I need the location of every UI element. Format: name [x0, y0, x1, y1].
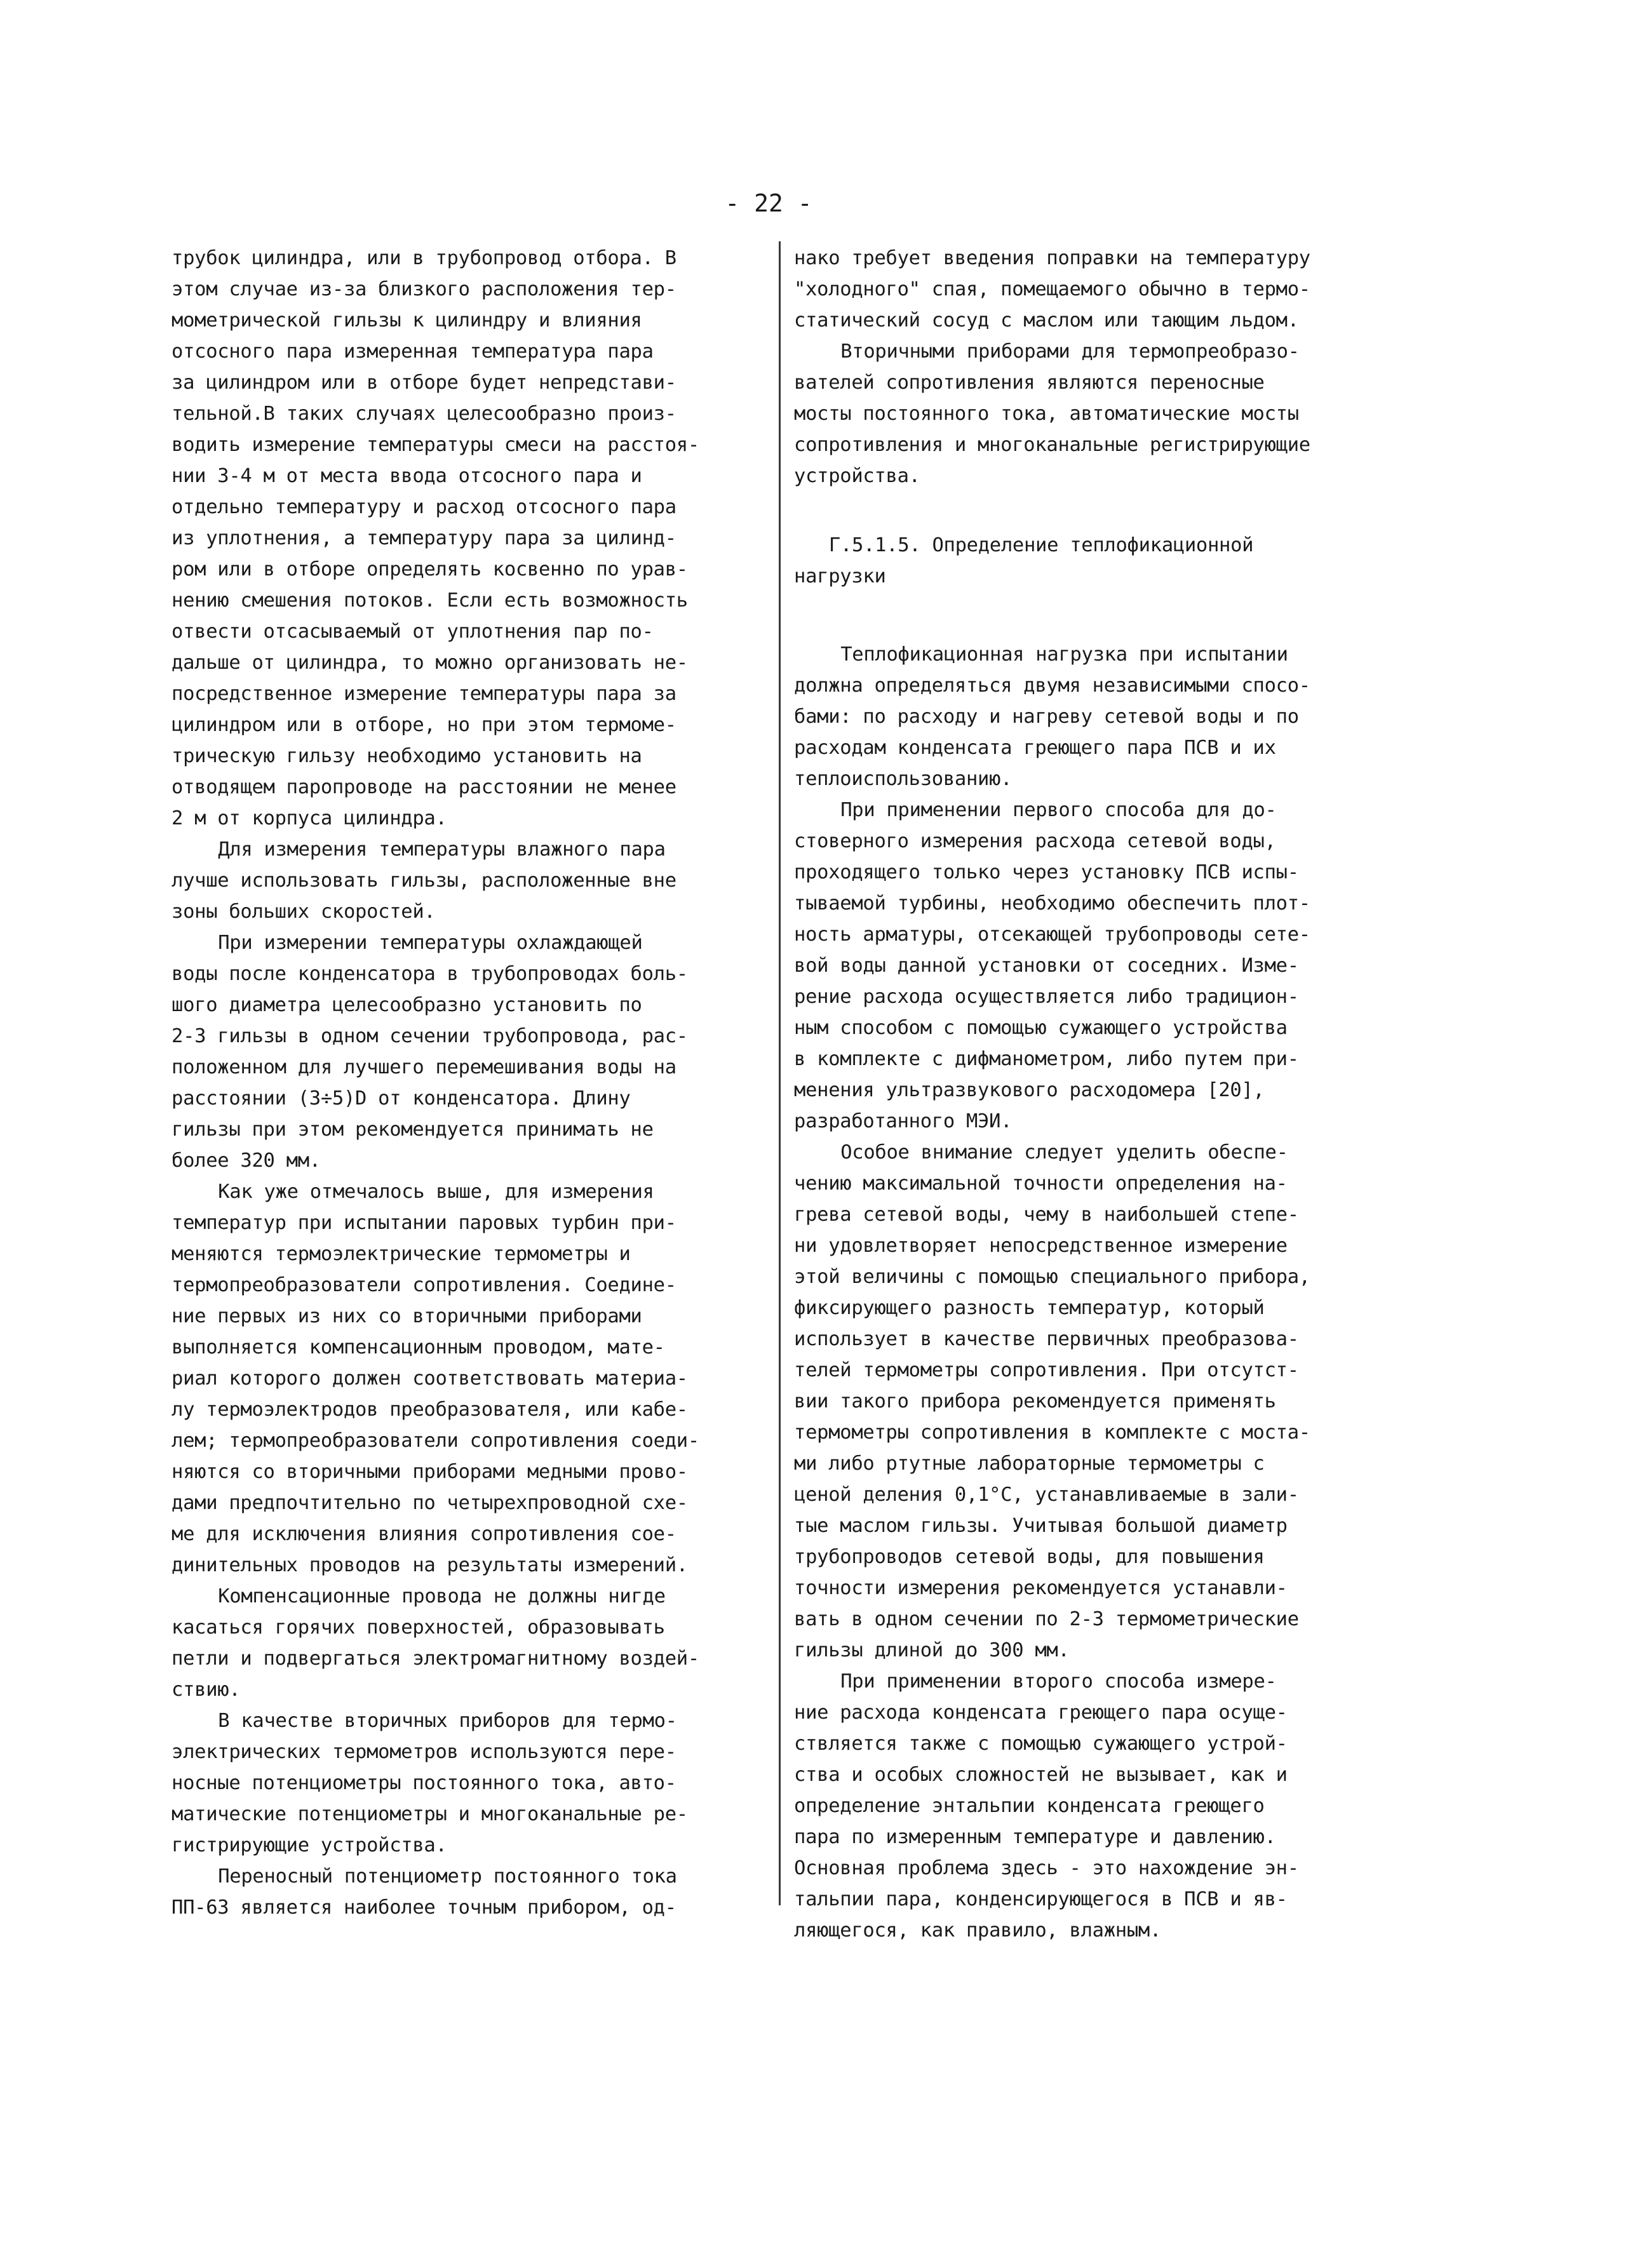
- left-column: [172, 243, 756, 1923]
- page-number: - 22 -: [725, 189, 812, 217]
- paragraph: При измерении температуры охлаждающей воды после конденсатора в трубопроводах боль- шого диаметра целесообразно установить по 2-3 гильзы в одном сечении трубопровода, рас- положенном для лучшего перемешивания воды на расстоянии (3÷5)D от конденсатора. Длину гильзы при этом рекомендуется принимать не более 320 мм.: [172, 932, 688, 1172]
- paragraph: При применении второго способа измере- ние расхода конденсата греющего пара осуще- ствляется также с помощью сужающего устрой- ства и особых сложностей не вызывает, как и определение энтальпии конденсата греющего пара по измеренным температуре и давлению. Основная проблема здесь - это нахождение эн- тальпии пара, конденсирующегося в ПСВ и яв- ляющегося, как правило, влажным.: [794, 1670, 1299, 1942]
- paragraph: нако требует введения поправки на температуру "холодного" спая, помещаемого обычно в термо- статический сосуд с маслом или тающим льдом.: [794, 247, 1310, 332]
- paragraph: Теплофикационная нагрузка при испытании должна определяться двумя независимыми спосо- бами: по расходу и нагреву сетевой воды и по расходам конденсата греющего пара ПСВ и их теплоиспользованию.: [794, 643, 1310, 790]
- paragraph: При применении первого способа для до- стоверного измерения расхода сетевой воды, проходящего только через установку ПСВ испы- тываемой турбины, необходимо обеспечить плот- ность арматуры, отсекающей трубопроводы сете- вой воды данной установки от соседних. Изме- рение расхода осуществляется либо традицион- ным способом с помощью сужающего устройства в комплекте с дифманометром, либо путем при- менения ультразвукового расходомера [20], разработанного МЭИ.: [794, 799, 1310, 1132]
- section-heading: Г.5.1.5. Определение теплофикационной нагрузки: [794, 534, 1254, 587]
- paragraph: Переносный потенциометр постоянного тока ПП-63 является наиболее точным прибором, од-: [172, 1865, 677, 1919]
- right-column: [794, 243, 1378, 1946]
- paragraph: В качестве вторичных приборов для термо- электрических термометров используются пере- носные потенциометры постоянного тока, авто- матические потенциометры и многоканальные ре- гистрирующие устройства.: [172, 1710, 688, 1856]
- paragraph: Как уже отмечалось выше, для измерения температур при испытании паровых турбин при- меняются термоэлектрические термометры и термопреобразователи сопротивления. Соедине- ние первых из них со вторичными приборами выполняется компенсационным проводом, мате- риал которого должен соответствовать материа- лу термоэлектродов преобразователя, или кабе- лем; термопреобразователи сопротивления соеди- няются со вторичными приборами медными прово- дами предпочтительно по четырехпроводной схе- ме для исключения влияния сопротивления сое- динительных проводов на результаты измерений.: [172, 1181, 699, 1576]
- column-divider: [779, 241, 781, 1905]
- paragraph: Для измерения температуры влажного пара лучше использовать гильзы, расположенные вне зоны больших скоростей.: [172, 838, 676, 923]
- paragraph: Особое внимание следует уделить обеспе- чению максимальной точности определения на- грева сетевой воды, чему в наибольшей степе- ни удовлетворяет непосредственное измерение этой величины с помощью специального прибора, фиксирующего разность температур, который использует в качестве первичных преобразова- телей термометры сопротивления. При отсутст- вии такого прибора рекомендуется применять термометры сопротивления в комплекте с моста- ми либо ртутные лабораторные термометры с ценой деления 0,1°С, устанавливаемые в зали- тые маслом гильзы. Учитывая большой диаметр трубопроводов сетевой воды, для повышения точности измерения рекомендуется устанавли- вать в одном сечении по 2-3 термометрические гильзы длиной до 300 мм.: [794, 1141, 1310, 1661]
- paragraph: Вторичными приборами для термопреобразо- вателей сопротивления являются переносные мосты постоянного тока, автоматические мосты сопротивления и многоканальные регистрирующие устройства.: [794, 340, 1310, 487]
- paragraph: Компенсационные провода не должны нигде касаться горячих поверхностей, образовывать петли и подвергаться электромагнитному воздей- ствию.: [172, 1585, 699, 1701]
- paragraph: трубок цилиндра, или в трубопровод отбора. В этом случае из-за близкого расположения тер- мометрической гильзы к цилиндру и влияния отсосного пара измеренная температура пара за цилиндром или в отборе будет непредстави- тельной.В таких случаях целесообразно произ- водить измерение температуры смеси на расстоя- нии 3-4 м от места ввода отсосного пара и отдельно температуру и расход отсосного пара из уплотнения, а температуру пара за цилинд- ром или в отборе определять косвенно по урав- нению смешения потоков. Если есть возможность отвести отсасываемый от уплотнения пар по- дальше от цилиндра, то можно организовать не- посредственное измерение температуры пара за цилиндром или в отборе, но при этом термоме- трическую гильзу необходимо установить на отводящем паропроводе на расстоянии не менее 2 м от корпуса цилиндра.: [172, 247, 699, 829]
